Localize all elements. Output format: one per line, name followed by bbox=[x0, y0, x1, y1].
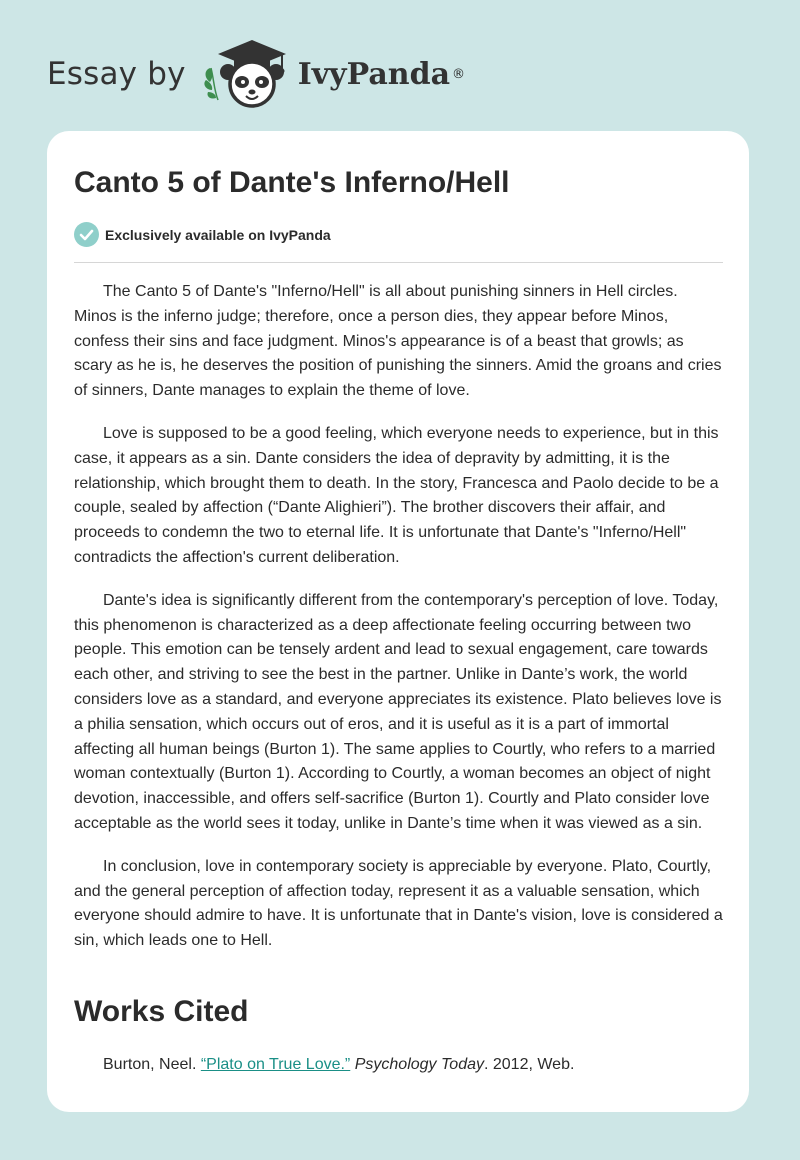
paragraph: Love is supposed to be a good feeling, which everyone needs to experience, but in this case, it appears as a sin. Dante considers the idea of depravity by admitting, it is the relationship, which brought them to death. In the story, Francesca and Paolo decide to be a couple, sealed by affection (“Dante Alighieri”). The brother discovers their affair, and proceeds to condemn the two to eternal life. It is unfortunate that Dante's "Inferno/Hell" contradicts the affection's current deliberation. bbox=[74, 424, 719, 566]
brand-prefix: Essay by bbox=[47, 56, 186, 92]
citation-link[interactable]: “Plato on True Love.” bbox=[200, 1056, 351, 1073]
paragraph: In conclusion, love in contemporary society is appreciable by everyone. Plato, Courtly, and the general perception of affection today, represent it as a valuable sensation, which everyone should admire to have. It is unfortunate that in Dante's vision, love is considered a sin, which leads one to Hell. bbox=[74, 857, 723, 950]
essay-body bbox=[74, 280, 724, 972]
brand-name: IvyPanda bbox=[297, 56, 451, 92]
essay-card bbox=[47, 131, 749, 1112]
panda-logo-icon[interactable] bbox=[200, 38, 292, 110]
paragraph: Dante's idea is significantly different from the contemporary's perception of love. Today, this phenomenon is characterized as a deep affectionate feeling occurring between two people. This emotion can be tensely ardent and lead to sexual engagement, care towards each other, and striving to see the best in the partner. Unlike in Dante’s work, the world considers love as a standard, and everyone appreciates its existence. Plato believes love is a philia sensation, which occurs out of eros, and it is useful as it is a part of immortal affecting all human beings (Burton 1). The same applies to Courtly, who refers to a married woman contextually (Burton 1). According to Courtly, a woman becomes an object of night devotion, inaccessible, and offers self-sacrifice (Burton 1). Courtly and Plato consider love acceptable as the world sees it today, unlike in Dante’s time when it was viewed as a sin. bbox=[74, 591, 722, 832]
citation-author: Burton, Neel. bbox=[103, 1056, 197, 1073]
citation-publication: Psychology Today bbox=[354, 1056, 484, 1073]
check-circle-icon bbox=[74, 222, 99, 247]
exclusive-badge-label: Exclusively available on IvyPanda bbox=[105, 226, 331, 243]
divider bbox=[74, 262, 723, 263]
citation-details: . 2012, Web. bbox=[483, 1056, 575, 1073]
exclusive-badge bbox=[74, 222, 331, 247]
registered-mark: ® bbox=[452, 66, 466, 82]
works-cited-heading: Works Cited bbox=[74, 995, 249, 1028]
page-title: Canto 5 of Dante's Inferno/Hell bbox=[74, 166, 510, 199]
citation-entry bbox=[103, 1056, 574, 1074]
brand-header bbox=[47, 38, 465, 110]
paragraph: The Canto 5 of Dante's "Inferno/Hell" is all about punishing sinners in Hell circles. Minos is the inferno judge; therefore, once a person dies, they appear before Minos, confess their sins and face judgment. Minos's appearance is of a beast that growls; as scary as he is, he deserves the position of punishing the sinners. Amid the groans and cries of sinners, Dante manages to explain the theme of love. bbox=[74, 283, 722, 400]
